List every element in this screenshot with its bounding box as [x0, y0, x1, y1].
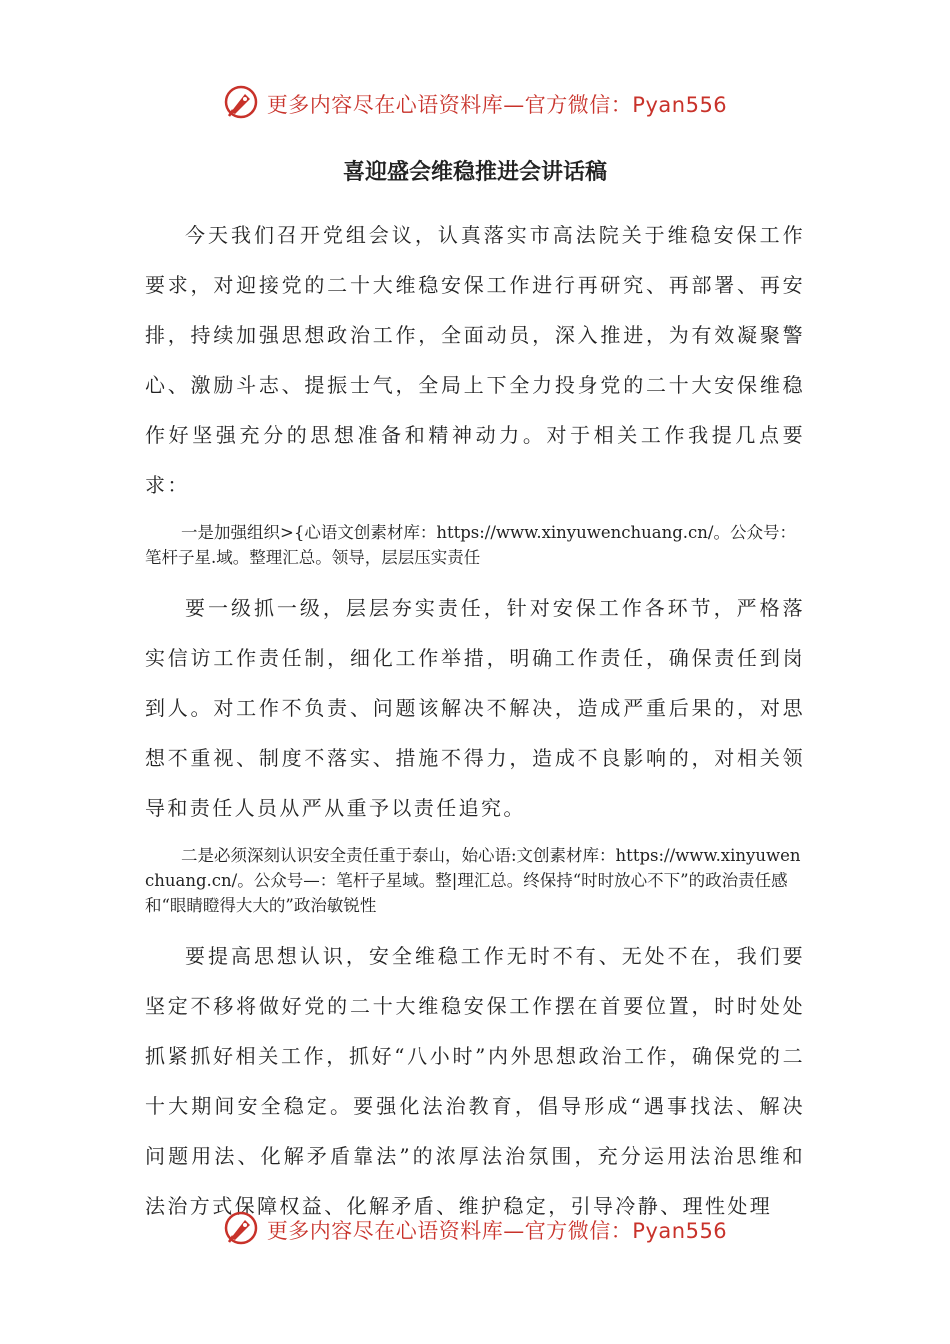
- paragraph: 今天我们召开党组会议，认真落实市高法院关于维稳安保工作要求，对迎接党的二十大维稳安保工作进行再研究、再部署、再安排，持续加强思想政治工作，全面动员，深入推进，为有效凝聚警心、激励斗志、提振士气，全局上下全力投身党的二十大安保维稳作好坚强充分的思想准备和精神动力。对于相关工作我提几点要求：: [145, 223, 805, 497]
- pen-nib-icon: [223, 1210, 259, 1250]
- paragraph: 二是必须深刻认识安全责任重于泰山，始心语:文创素材库：https://www.xinyuwenchuang.cn/。公众号—：笔杆子星域。整|理汇总。终保持“时时放心不下”的政治责任感和“眼睛瞪得大大的”政治敏锐性: [145, 846, 801, 915]
- document-body: [145, 210, 805, 1231]
- paragraph: 一是加强组织>{心语文创素材库：https://www.xinyuwenchuang.cn/。公众号：笔杆子星.域。整理汇总。领导，层层压实责任: [145, 523, 796, 567]
- paragraph: 要一级抓一级，层层夯实责任，针对安保工作各环节，严格落实信访工作责任制，细化工作举措，明确工作责任，确保责任到岗到人。对工作不负责、问题该解决不解决，造成严重后果的，对思想不重视、制度不落实、措施不得力，造成不良影响的，对相关领导和责任人员从严从重予以责任追究。: [145, 596, 805, 820]
- header-watermark: [0, 84, 950, 124]
- footer-watermark: [0, 1210, 950, 1250]
- watermark-text: 更多内容尽在心语资料库—官方微信：Pyan556: [266, 1219, 728, 1243]
- watermark-text: 更多内容尽在心语资料库—官方微信：Pyan556: [266, 93, 728, 117]
- paragraph: 要提高思想认识，安全维稳工作无时不有、无处不在，我们要坚定不移将做好党的二十大维稳安保工作摆在首要位置，时时处处抓紧抓好相关工作，抓好“八小时”内外思想政治工作，确保党的二十大期间安全稳定。要强化法治教育，倡导形成“遇事找法、解决问题用法、化解矛盾靠法”的浓厚法治氛围，充分运用法治思维和法治方式保障权益、化解矛盾、维护稳定，引导冷静、理性处理: [145, 944, 805, 1218]
- pen-nib-icon: [223, 84, 259, 124]
- document-title: 喜迎盛会维稳推进会讲话稿: [342, 160, 607, 185]
